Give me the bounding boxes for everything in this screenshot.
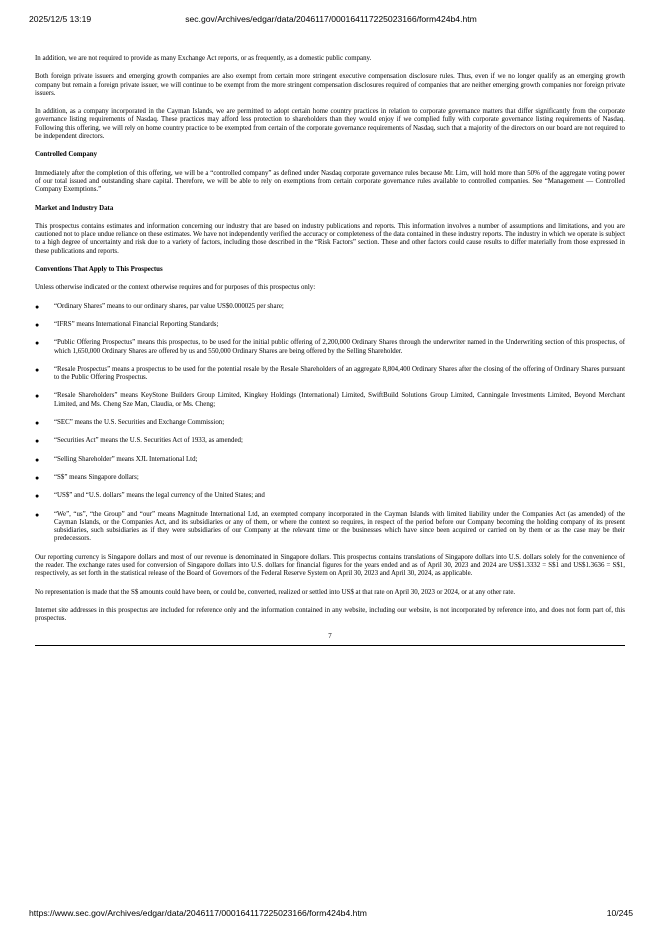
definition-item [35, 456, 625, 464]
paragraph-exchange-act: In addition, we are not required to provide as many Exchange Act reports, or as frequently, as a domestic public company. [35, 55, 372, 62]
definition-item [35, 474, 625, 482]
definition-text: “Securities Act” means the U.S. Securities Act of 1933, as amended; [54, 437, 243, 445]
heading-controlled-company: Controlled Company [35, 151, 98, 159]
definition-item [35, 321, 625, 329]
bullet-icon: ● [35, 365, 40, 374]
definition-text: “Resale Shareholders” means KeyStone Builders Group Limited, Kingkey Holdings (International) Limited, SwiftBuild Solutions Group Limited, Canningale Investments Limited, Beyond Merchant Limited, and Ms. Cheng Sze Man, Claudia, or Ms. Cheng; [54, 392, 625, 408]
print-timestamp: 2025/12/5 13:19 [29, 14, 92, 24]
bullet-icon: ● [35, 392, 40, 401]
bullet-icon: ● [35, 492, 40, 501]
definition-item [35, 303, 625, 311]
bullet-icon: ● [35, 437, 40, 446]
print-footer [0, 908, 662, 922]
print-header [0, 14, 662, 28]
bullet-icon: ● [35, 473, 40, 482]
bullet-icon: ● [35, 419, 40, 428]
paragraph-market-industry-data: This prospectus contains estimates and information concerning our industry that are based on industry publications and reports. This information involves a number of assumptions and limitations, and you are cautioned not to place undue reliance on these estimates. We have not independently verified the accuracy or completeness of the data contained in these industry reports. The industry in which we operate is subject to a high degree of uncertainty and risk due to a variety of factors, including those described in the “Risk Factors” section. These and other factors could cause results to differ materially from those expressed in these publications and reports. [35, 222, 625, 255]
paragraph-controlled-company: Immediately after the completion of this offering, we will be a “controlled company” as defined under Nasdaq corporate governance rules because Mr. Lim, will hold more than 50% of the aggregate voting power of our total issued and outstanding share capital. Therefore, we will be able to rely on exemptions from certain corporate governance rules available to controlled companies. See “Management — Controlled Company Exemptions.” [35, 169, 625, 194]
definition-text: “Ordinary Shares” means to our ordinary shares, par value US$0.000025 per share; [54, 302, 284, 310]
heading-conventions: Conventions That Apply to This Prospectus [35, 266, 163, 274]
paragraph-internet-addresses: Internet site addresses in this prospectus are included for reference only and the information contained in any website, including our website, is not incorporated by reference into, and does not form part of, this prospectus. [35, 606, 625, 623]
definition-text: “SEC” means the U.S. Securities and Exchange Commission; [54, 419, 225, 427]
document-page [35, 55, 625, 646]
bullet-icon: ● [35, 302, 40, 311]
definition-text: “IFRS” means International Financial Reporting Standards; [54, 320, 219, 328]
definition-text: “US$” and “U.S. dollars” means the legal currency of the United States; and [54, 492, 265, 500]
paragraph-reporting-currency: Our reporting currency is Singapore dollars and most of our revenue is denominated in Singapore dollars. This prospectus contains translations of Singapore dollars into U.S. dollars solely for the convenience of the reader. The exchange rates used for conversion of Singapore dollars into U.S. dollars for financial figures for the years ended and as of April 30, 2023 and 2024 are US$1.3332 = S$1 and US$1.3636 = S$1, respectively, as set forth in the statistical release of the Board of Governors of the Federal Reserve System on April 30, 2023 and April 30, 2024, as applicable. [35, 553, 625, 578]
definition-item [35, 419, 625, 427]
definition-text: “Resale Prospectus” means a prospectus to be used for the potential resale by the Resale Shareholders of an aggregate 8,804,400 Ordinary Shares after the closing of the offering of Ordinary Shares pursuant to the Public Offering Prospectus. [54, 365, 625, 382]
page-divider [35, 645, 625, 646]
bullet-icon: ● [35, 455, 40, 464]
paragraph-compensation-disclosure: Both foreign private issuers and emerging growth companies are also exempt from certain more stringent executive compensation disclosure rules. Thus, even if we no longer qualify as an emerging growth company but remain a foreign private issuer, we will continue to be exempt from the more stringent compensation disclosures required of companies that are neither emerging growth companies nor foreign private issuers. [35, 73, 625, 97]
definition-item [35, 492, 625, 500]
bullet-icon: ● [35, 510, 40, 519]
definition-item [35, 437, 625, 445]
definition-item [35, 366, 625, 383]
print-page-title: sec.gov/Archives/edgar/data/2046117/000164117225023166/form424b4.htm [185, 14, 477, 24]
print-page-count: 10/245 [606, 908, 633, 918]
heading-market-industry-data: Market and Industry Data [35, 204, 114, 212]
bullet-icon: ● [35, 339, 40, 348]
print-url: https://www.sec.gov/Archives/edgar/data/2046117/000164117225023166/form424b4.htm [29, 908, 367, 918]
definition-text: “We”, “us”, “the Group” and “our” means Magnitude International Ltd, an exempted company incorporated in the Cayman Islands with limited liability under the Companies Act (as amended) of the Cayman Islands, or the Companies Act, and its subsidiaries or any of them, or where the context so requires, in respect of the period before our Company becoming the holding company of its present subsidiaries, such subsidiaries as if they were subsidiaries of our Company at the relevant time or the businesses which have since been acquired or carried on by them or as the case may be their predecessors. [54, 510, 625, 543]
page-number: 7 [328, 633, 332, 641]
definition-text: “S$” means Singapore dollars; [54, 473, 139, 481]
definition-item [35, 339, 625, 356]
bullet-icon: ● [35, 320, 40, 329]
paragraph-conventions-intro: Unless otherwise indicated or the context otherwise requires and for purposes of this prospectus only: [35, 284, 316, 292]
definition-item [35, 392, 625, 409]
definitions-list [35, 303, 625, 544]
definition-text: “Public Offering Prospectus” means this prospectus, to be used for the initial public offering of 2,200,000 Ordinary Shares through the underwriter named in the Underwriting section of this prospectus, of which 1,650,000 Ordinary Shares are offered by us and 550,000 Ordinary Shares are being offered by the Selling Shareholder. [54, 339, 625, 355]
definition-item [35, 511, 625, 544]
definition-text: “Selling Shareholder” means XJL International Ltd; [54, 455, 198, 463]
paragraph-no-representation: No representation is made that the S$ amounts could have been, or could be, converted, realized or settled into US$ at that rate on April 30, 2023 or 2024, or at any other rate. [35, 588, 516, 596]
paragraph-home-country-practice: In addition, as a company incorporated in the Cayman Islands, we are permitted to adopt certain home country practices in relation to corporate governance matters that differ significantly from the corporate governance listing requirements of Nasdaq. These practices may afford less protection to shareholders than they would enjoy if we complied fully with corporate governance listing requirements of Nasdaq. Following this offering, we will rely on home country practice to be exempted from certain of the corporate governance requirements of Nasdaq, such that a majority of the directors on our board are not required to be independent directors. [35, 108, 625, 141]
